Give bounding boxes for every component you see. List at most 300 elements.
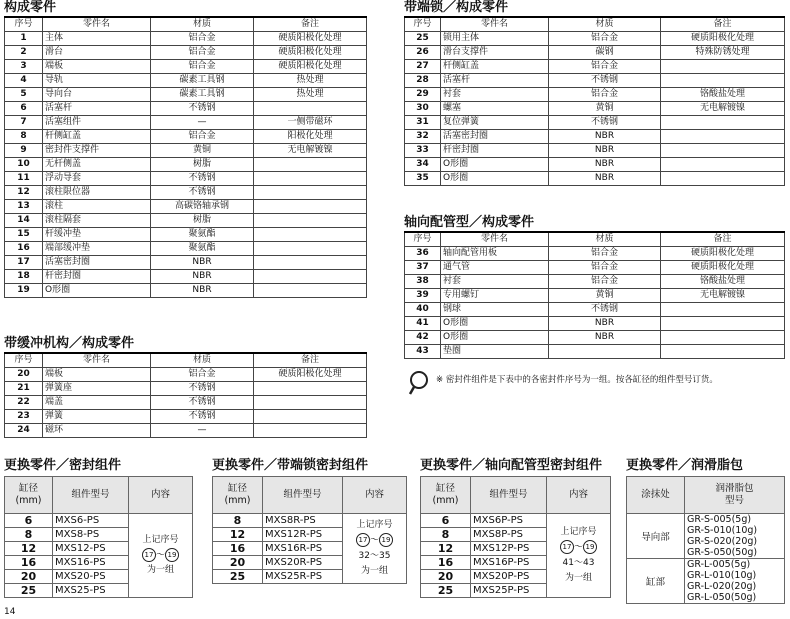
part-name: 滑台支撑件 — [441, 46, 549, 60]
part-row — [405, 158, 785, 172]
part-row — [405, 345, 785, 359]
part-row — [405, 303, 785, 317]
grease-code: GR-S-005(5g) — [687, 514, 752, 525]
content-line: 上记序号 — [142, 534, 179, 545]
part-material: — — [151, 116, 254, 130]
part-name: 滚柱限位器 — [43, 186, 151, 200]
main-parts-title: 构成零件 — [4, 0, 57, 15]
kit-model: MXS6-PS — [53, 514, 129, 528]
part-material: 铝合金 — [151, 46, 254, 60]
circled-number: 19 — [165, 548, 179, 562]
content-header: 内容 — [547, 477, 611, 514]
grease-code: GR-S-020(20g) — [687, 536, 758, 547]
bore-size: 12 — [213, 528, 263, 542]
kit-model: MXS16-PS — [53, 556, 129, 570]
content-range: 17 ～ 19 — [549, 540, 608, 556]
part-material: 铝合金 — [151, 130, 254, 144]
bore-size: 6 — [421, 514, 471, 528]
part-name: 端板 — [43, 368, 151, 382]
part-remark: 无电解镀镍 — [254, 144, 367, 158]
part-remark: 硬质阳极化处理 — [661, 32, 785, 46]
part-material — [549, 345, 661, 359]
kit-row — [5, 514, 193, 528]
part-name: 无杆侧盖 — [43, 158, 151, 172]
part-name: 滑台 — [43, 46, 151, 60]
part-row — [405, 32, 785, 46]
bore-size: 20 — [421, 570, 471, 584]
grease-code: GR-S-010(10g) — [687, 525, 758, 536]
part-row — [5, 228, 367, 242]
part-row — [5, 60, 367, 74]
part-name: 活塞密封圈 — [43, 256, 151, 270]
part-row — [5, 410, 367, 424]
part-no: 9 — [5, 144, 43, 158]
kit-content — [129, 514, 193, 598]
part-row — [405, 74, 785, 88]
part-no: 5 — [5, 88, 43, 102]
part-no: 11 — [5, 172, 43, 186]
bore-size: 25 — [5, 584, 53, 598]
part-no: 25 — [405, 32, 441, 46]
part-name: 主体 — [43, 32, 151, 46]
part-row — [5, 144, 367, 158]
header-remark: 备注 — [254, 17, 367, 32]
part-material: 不锈钢 — [151, 396, 254, 410]
part-no: 33 — [405, 144, 441, 158]
part-name: 锁用主体 — [441, 32, 549, 46]
part-material: 高碳铬轴承钢 — [151, 200, 254, 214]
part-material: NBR — [151, 284, 254, 298]
kit-row — [421, 514, 611, 528]
lock-parts-table — [404, 16, 785, 186]
part-row — [405, 60, 785, 74]
lock-seal-kit-title: 更换零件／带端锁密封组件 — [212, 458, 369, 473]
part-remark — [661, 158, 785, 172]
part-name: 活塞杆 — [441, 74, 549, 88]
part-row — [405, 275, 785, 289]
part-row — [405, 331, 785, 345]
main-parts-section — [4, 0, 367, 298]
kit-content — [547, 514, 611, 598]
part-no: 27 — [405, 60, 441, 74]
axial-parts-title: 轴向配管型／构成零件 — [404, 215, 535, 230]
part-material: 铝合金 — [151, 368, 254, 382]
content-line: 上记序号 — [560, 527, 597, 538]
part-row — [5, 130, 367, 144]
part-remark — [254, 410, 367, 424]
kit-header: 组件型号 — [53, 477, 129, 514]
part-no: 6 — [5, 102, 43, 116]
part-material: 碳钢 — [549, 46, 661, 60]
part-material: 不锈钢 — [549, 303, 661, 317]
part-remark — [254, 228, 367, 242]
kit-model: MXS8-PS — [53, 528, 129, 542]
part-remark — [661, 345, 785, 359]
part-row — [405, 317, 785, 331]
part-remark: 硬质阳极化处理 — [254, 60, 367, 74]
part-material: NBR — [549, 172, 661, 186]
header-name: 零件名 — [441, 232, 549, 247]
part-row — [405, 289, 785, 303]
bore-header: 缸径 (mm) — [421, 477, 471, 514]
part-name: 端盖 — [43, 396, 151, 410]
part-name: 通气管 — [441, 261, 549, 275]
part-remark — [661, 303, 785, 317]
part-no: 14 — [5, 214, 43, 228]
part-no: 23 — [5, 410, 43, 424]
grease-table — [626, 476, 785, 604]
bore-header: 缸径 (mm) — [213, 477, 263, 514]
part-row — [5, 46, 367, 60]
circled-number: 17 — [142, 548, 156, 562]
part-material: 铝合金 — [151, 32, 254, 46]
content-line: 为一组 — [564, 572, 592, 583]
part-name: 螺塞 — [441, 102, 549, 116]
part-row — [5, 382, 367, 396]
grease-area-guide: 导向部 — [627, 514, 685, 559]
part-remark: 硬质阳极化处理 — [661, 261, 785, 275]
kit-model: MXS25R-PS — [263, 570, 343, 584]
header-material: 材质 — [151, 17, 254, 32]
part-remark — [254, 214, 367, 228]
part-remark — [661, 130, 785, 144]
part-row — [405, 88, 785, 102]
part-name: 磁环 — [43, 424, 151, 438]
part-remark — [254, 172, 367, 186]
part-material: 铝合金 — [549, 261, 661, 275]
part-remark — [254, 186, 367, 200]
header-remark: 备注 — [661, 17, 785, 32]
part-material: — — [151, 424, 254, 438]
part-no: 22 — [5, 396, 43, 410]
part-row — [5, 88, 367, 102]
part-row — [5, 424, 367, 438]
part-no: 12 — [5, 186, 43, 200]
bore-size: 6 — [5, 514, 53, 528]
part-name: 轴向配管用板 — [441, 247, 549, 261]
part-material: 黄铜 — [549, 102, 661, 116]
part-material: 不锈钢 — [151, 410, 254, 424]
header-name: 零件名 — [43, 353, 151, 368]
kit-model: MXS16P-PS — [471, 556, 547, 570]
grease-title: 更换零件／润滑脂包 — [626, 458, 744, 473]
kit-model: MXS20P-PS — [471, 570, 547, 584]
grease-code: GR-S-050(50g) — [687, 547, 758, 558]
part-material: NBR — [549, 130, 661, 144]
bore-size: 20 — [213, 556, 263, 570]
part-remark: 铬酸盐处理 — [661, 275, 785, 289]
part-material: 碳素工具钢 — [151, 74, 254, 88]
kit-model: MXS12R-PS — [263, 528, 343, 542]
part-no: 18 — [5, 270, 43, 284]
content-range-extra: 32～35 — [358, 550, 391, 561]
part-no: 10 — [5, 158, 43, 172]
grease-section — [626, 458, 785, 604]
part-no: 40 — [405, 303, 441, 317]
grease-pack-header: 润滑脂包 型号 — [685, 477, 785, 514]
part-name: 杆缓冲垫 — [43, 228, 151, 242]
part-no: 3 — [5, 60, 43, 74]
part-no: 35 — [405, 172, 441, 186]
lock-parts-section — [404, 0, 785, 186]
kit-model: MXS12-PS — [53, 542, 129, 556]
content-range-extra: 41～43 — [562, 557, 595, 568]
seal-kit-note: ※ 密封件组件是下表中的各密封件序号为一组。按各缸径的组件型号订货。 — [436, 375, 718, 385]
kit-model: MXS20R-PS — [263, 556, 343, 570]
content-header: 内容 — [343, 477, 407, 514]
part-no: 41 — [405, 317, 441, 331]
part-remark: 硬质阳极化处理 — [254, 368, 367, 382]
part-remark: 硬质阳极化处理 — [661, 247, 785, 261]
axial-parts-section — [404, 215, 785, 359]
grease-area-header: 涂抹处 — [627, 477, 685, 514]
header-material: 材质 — [549, 232, 661, 247]
part-row — [5, 242, 367, 256]
part-material: NBR — [549, 317, 661, 331]
part-remark: 铬酸盐处理 — [661, 88, 785, 102]
part-name: 导向台 — [43, 88, 151, 102]
part-name: 垫圈 — [441, 345, 549, 359]
part-row — [5, 158, 367, 172]
part-material: 铝合金 — [151, 60, 254, 74]
part-row — [5, 284, 367, 298]
part-material: 不锈钢 — [151, 382, 254, 396]
part-name: 滚柱 — [43, 200, 151, 214]
part-name: 杆密封圈 — [441, 144, 549, 158]
part-remark — [661, 60, 785, 74]
kit-row — [213, 514, 407, 528]
grease-area-cylinder: 缸部 — [627, 559, 685, 604]
part-no: 32 — [405, 130, 441, 144]
axial-seal-kit-section — [420, 458, 611, 598]
part-name: 导轨 — [43, 74, 151, 88]
part-row — [5, 186, 367, 200]
header-remark: 备注 — [661, 232, 785, 247]
part-remark: 无电解镀镍 — [661, 102, 785, 116]
part-row — [5, 270, 367, 284]
header-no: 序号 — [405, 17, 441, 32]
circled-number: 17 — [356, 533, 370, 547]
lock-seal-kit-table — [212, 476, 407, 584]
part-material: 铝合金 — [549, 275, 661, 289]
part-material: 不锈钢 — [151, 102, 254, 116]
part-no: 37 — [405, 261, 441, 275]
part-name: 专用螺钉 — [441, 289, 549, 303]
buffer-parts-section — [4, 336, 367, 438]
part-no: 39 — [405, 289, 441, 303]
part-remark: 硬质阳极化处理 — [254, 32, 367, 46]
bore-size: 8 — [421, 528, 471, 542]
part-remark — [661, 172, 785, 186]
kit-model: MXS12P-PS — [471, 542, 547, 556]
part-remark — [254, 200, 367, 214]
part-remark — [254, 102, 367, 116]
bore-size: 8 — [5, 528, 53, 542]
circled-number: 19 — [583, 540, 597, 554]
part-remark — [661, 331, 785, 345]
part-material: NBR — [549, 144, 661, 158]
part-name: O形圈 — [441, 158, 549, 172]
part-no: 2 — [5, 46, 43, 60]
part-remark — [661, 144, 785, 158]
part-material: NBR — [549, 331, 661, 345]
part-name: 衬套 — [441, 88, 549, 102]
lock-seal-kit-section — [212, 458, 407, 584]
seal-kit-title: 更换零件／密封组件 — [4, 458, 122, 473]
part-name: O形圈 — [441, 331, 549, 345]
part-remark: 阳极化处理 — [254, 130, 367, 144]
part-no: 30 — [405, 102, 441, 116]
header-no: 序号 — [5, 17, 43, 32]
axial-parts-table — [404, 231, 785, 359]
part-material: 铝合金 — [549, 247, 661, 261]
part-name: O形圈 — [441, 317, 549, 331]
part-row — [5, 32, 367, 46]
part-name: 杆侧缸盖 — [43, 130, 151, 144]
header-material: 材质 — [549, 17, 661, 32]
part-row — [5, 74, 367, 88]
part-material: 铝合金 — [549, 60, 661, 74]
kit-model: MXS6P-PS — [471, 514, 547, 528]
part-material: 不锈钢 — [549, 116, 661, 130]
header-material: 材质 — [151, 353, 254, 368]
header-name: 零件名 — [441, 17, 549, 32]
part-no: 15 — [5, 228, 43, 242]
circled-number: 19 — [379, 533, 393, 547]
part-material: 碳素工具钢 — [151, 88, 254, 102]
kit-header: 组件型号 — [471, 477, 547, 514]
axial-seal-kit-title: 更换零件／轴向配管型密封组件 — [420, 458, 603, 473]
part-remark — [661, 74, 785, 88]
part-row — [405, 172, 785, 186]
kit-model: MXS25P-PS — [471, 584, 547, 598]
part-no: 16 — [5, 242, 43, 256]
kit-content — [343, 514, 407, 584]
header-name: 零件名 — [43, 17, 151, 32]
bore-size: 16 — [421, 556, 471, 570]
grease-code: GR-L-005(5g) — [687, 559, 751, 570]
part-material: 黄铜 — [549, 289, 661, 303]
part-name: O形圈 — [43, 284, 151, 298]
part-name: 活塞组件 — [43, 116, 151, 130]
part-remark: 一侧带磁环 — [254, 116, 367, 130]
part-row — [405, 130, 785, 144]
part-no: 17 — [5, 256, 43, 270]
part-no: 1 — [5, 32, 43, 46]
part-material: 聚氨酯 — [151, 242, 254, 256]
part-name: 杆密封圈 — [43, 270, 151, 284]
part-remark — [254, 242, 367, 256]
part-no: 24 — [5, 424, 43, 438]
header-no: 序号 — [5, 353, 43, 368]
buffer-parts-table — [4, 352, 367, 438]
part-material: 黄铜 — [151, 144, 254, 158]
part-remark — [661, 317, 785, 331]
part-row — [405, 144, 785, 158]
part-name: 杆侧缸盖 — [441, 60, 549, 74]
part-remark: 无电解镀镍 — [661, 289, 785, 303]
part-remark — [254, 256, 367, 270]
kit-model: MXS20-PS — [53, 570, 129, 584]
part-no: 31 — [405, 116, 441, 130]
part-no: 43 — [405, 345, 441, 359]
part-remark — [254, 396, 367, 410]
page-number: 14 — [4, 607, 16, 617]
axial-seal-kit-table — [420, 476, 611, 598]
bore-header: 缸径 (mm) — [5, 477, 53, 514]
kit-model: MXS8R-PS — [263, 514, 343, 528]
part-name: 衬套 — [441, 275, 549, 289]
part-name: 端部缓冲垫 — [43, 242, 151, 256]
bore-size: 16 — [213, 542, 263, 556]
part-remark — [661, 116, 785, 130]
part-row — [405, 46, 785, 60]
part-name: 浮动导套 — [43, 172, 151, 186]
magnifier-icon — [408, 370, 430, 392]
part-name: 端板 — [43, 60, 151, 74]
lock-parts-title: 带端锁／构成零件 — [404, 0, 509, 15]
content-header: 内容 — [129, 477, 193, 514]
part-name: 活塞杆 — [43, 102, 151, 116]
part-remark: 特殊防锈处理 — [661, 46, 785, 60]
seal-kit-table — [4, 476, 193, 598]
part-remark: 热处理 — [254, 74, 367, 88]
bore-size: 12 — [5, 542, 53, 556]
content-line: 上记序号 — [356, 520, 393, 531]
part-name: 钢球 — [441, 303, 549, 317]
kit-model: MXS16R-PS — [263, 542, 343, 556]
bore-size: 25 — [213, 570, 263, 584]
seal-kit-section — [4, 458, 193, 598]
part-no: 38 — [405, 275, 441, 289]
part-name: 复位弹簧 — [441, 116, 549, 130]
part-no: 29 — [405, 88, 441, 102]
part-material: NBR — [151, 256, 254, 270]
part-no: 7 — [5, 116, 43, 130]
part-material: 树脂 — [151, 214, 254, 228]
part-no: 20 — [5, 368, 43, 382]
part-no: 36 — [405, 247, 441, 261]
kit-header: 组件型号 — [263, 477, 343, 514]
part-row — [405, 102, 785, 116]
part-material: 不锈钢 — [549, 74, 661, 88]
part-material: 铝合金 — [549, 32, 661, 46]
content-line: 为一组 — [146, 565, 174, 576]
part-row — [5, 256, 367, 270]
part-material: 铝合金 — [549, 88, 661, 102]
part-row — [5, 172, 367, 186]
part-row — [5, 368, 367, 382]
header-remark: 备注 — [254, 353, 367, 368]
part-row — [5, 116, 367, 130]
part-material: 聚氨酯 — [151, 228, 254, 242]
bore-size: 8 — [213, 514, 263, 528]
part-no: 26 — [405, 46, 441, 60]
part-name: 滚柱隔套 — [43, 214, 151, 228]
part-no: 19 — [5, 284, 43, 298]
main-parts-table — [4, 16, 367, 298]
kit-model: MXS25-PS — [53, 584, 129, 598]
part-name: 活塞密封圈 — [441, 130, 549, 144]
part-row — [5, 200, 367, 214]
part-no: 4 — [5, 74, 43, 88]
content-line: 为一组 — [360, 565, 388, 576]
grease-code: GR-L-010(10g) — [687, 570, 757, 581]
part-row — [405, 116, 785, 130]
part-no: 8 — [5, 130, 43, 144]
part-remark — [254, 424, 367, 438]
part-no: 34 — [405, 158, 441, 172]
